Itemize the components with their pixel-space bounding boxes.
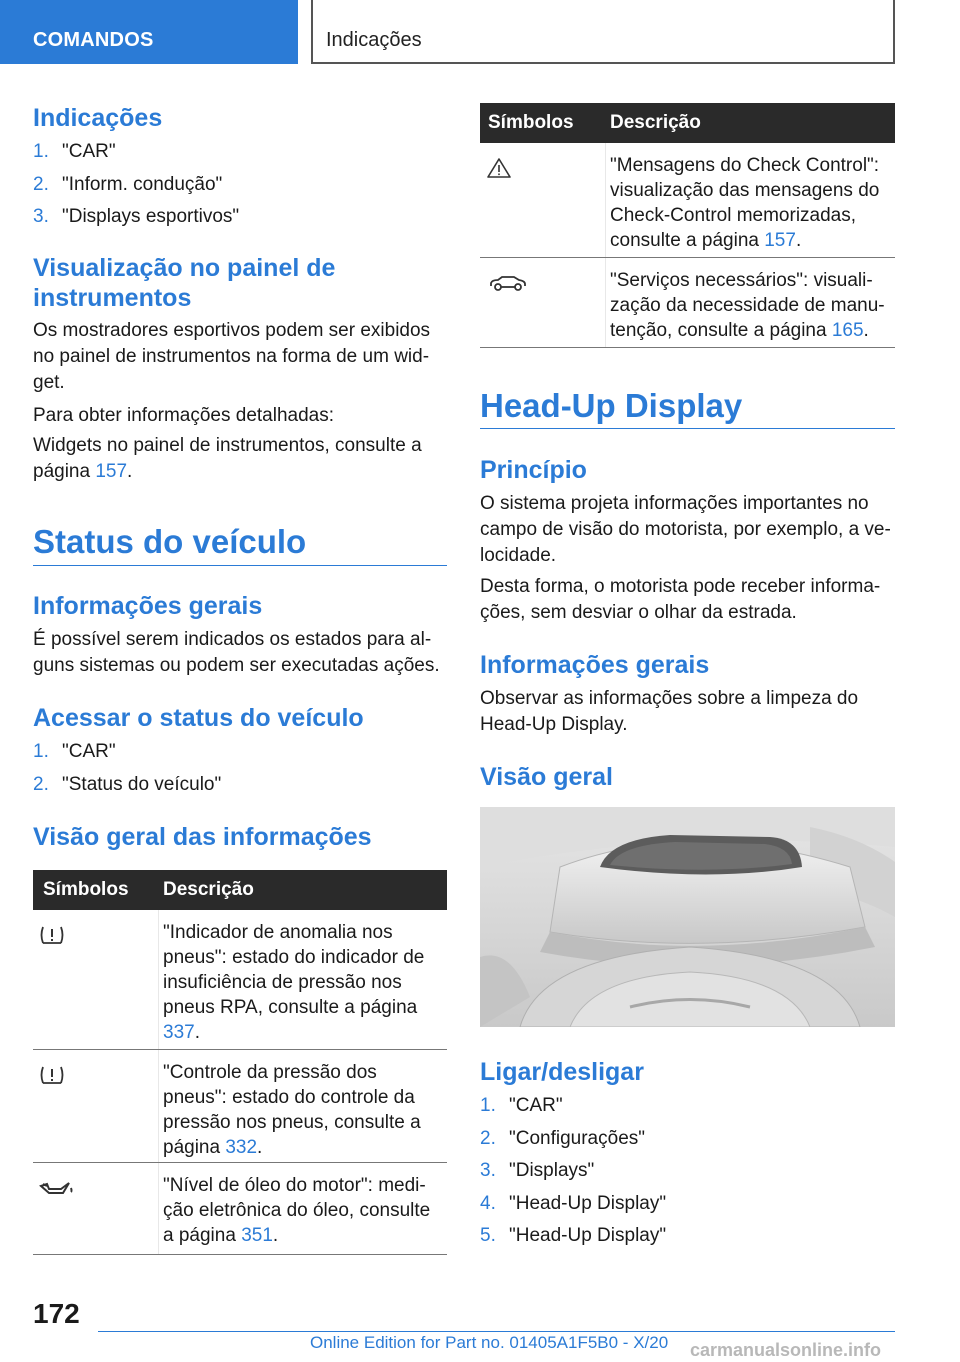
engine-oil-icon bbox=[39, 1177, 75, 1199]
row-description: "Nível de óleo do motor": medi- ção eletrônica do óleo, consulte a página 351. bbox=[163, 1175, 431, 1246]
row-description: "Mensagens do Check Control": visualização das mensagens do Check-Control memorizadas, consulte a página 157. bbox=[610, 155, 880, 251]
heading-principio: Princípio bbox=[480, 456, 587, 484]
row-description: "Indicador de anomalia nos pneus": estado do indicador de insuficiência de pressão nos pneus RPA, consulte a página 337. bbox=[163, 922, 425, 1043]
chapter-tab bbox=[311, 0, 895, 64]
table-row bbox=[33, 910, 447, 1050]
paragraph-visualizacao: Os mostradores esportivos podem ser exibidos no painel de instrumentos na forma de um wid- get. bbox=[33, 320, 431, 393]
symbols-table-right bbox=[480, 103, 895, 348]
heading-visao-geral-informacoes: Visão geral das informações bbox=[33, 823, 372, 851]
heading-informacoes-gerais-hud: Informações gerais bbox=[480, 651, 710, 679]
row-description: "Controle da pressão dos pneus": estado do controle da pressão nos pneus, consulte a página 332. bbox=[163, 1062, 421, 1158]
heading-head-up-display: Head-Up Display bbox=[480, 387, 743, 424]
page-link[interactable]: 351 bbox=[241, 1225, 273, 1246]
paragraph-principio: O sistema projeta informações importantes no campo de visão do motorista, por exemplo, a ve- locidade. bbox=[480, 493, 891, 566]
page-link[interactable]: 337 bbox=[163, 1022, 195, 1043]
tire-pressure-control-icon bbox=[39, 1064, 65, 1086]
table-header: Símbolos Descrição bbox=[480, 103, 895, 143]
heading-visao-geral: Visão geral bbox=[480, 763, 613, 791]
section-tab bbox=[0, 0, 298, 64]
table-row bbox=[33, 1163, 447, 1255]
page-number: 172 bbox=[33, 1298, 80, 1329]
paragraph-principio-2: Desta forma, o motorista pode receber informa- ções, sem desviar o olhar da estrada. bbox=[480, 576, 881, 623]
divider bbox=[33, 565, 447, 566]
heading-status-veiculo: Status do veículo bbox=[33, 523, 307, 560]
paragraph-detalhes: Para obter informações detalhadas: bbox=[33, 405, 335, 426]
edition-text: Online Edition for Part no. 01405A1F5B0 - X/20 bbox=[310, 1333, 669, 1352]
chapter-label: Indicações bbox=[326, 29, 422, 51]
head-up-display-photo bbox=[480, 807, 895, 1027]
row-description: "Serviços necessários": visuali- zação da necessidade de manu- tenção, consulte a página 165. bbox=[610, 270, 885, 341]
paragraph-informacoes: É possível serem indicados os estados para al- guns sistemas ou podem ser executadas ações. bbox=[33, 629, 440, 676]
heading-indicacoes: Indicações bbox=[33, 104, 163, 132]
table-row bbox=[480, 143, 895, 258]
divider bbox=[480, 428, 895, 429]
page-link[interactable]: 157 bbox=[764, 230, 796, 251]
heading-visualizacao-l1: Visualização no painel de bbox=[33, 254, 336, 282]
heading-visualizacao-l2: instrumentos bbox=[33, 284, 192, 312]
paragraph-widgets: Widgets no painel de instrumentos, consulte a página 157. bbox=[33, 435, 422, 482]
page-link[interactable]: 165 bbox=[831, 320, 864, 341]
table-row bbox=[33, 1050, 447, 1163]
section-label: COMANDOS bbox=[33, 29, 154, 51]
table-row bbox=[480, 258, 895, 348]
service-car-icon bbox=[488, 272, 528, 294]
page-link[interactable]: 332 bbox=[225, 1137, 258, 1158]
tire-pressure-warning-icon bbox=[39, 924, 65, 946]
paragraph-informacoes-hud: Observar as informações sobre a limpeza do Head-Up Display. bbox=[480, 688, 859, 735]
page-link[interactable]: 157 bbox=[95, 461, 128, 482]
watermark: carmanualsonline.info bbox=[690, 1340, 882, 1360]
heading-acessar-status: Acessar o status do veículo bbox=[33, 704, 364, 732]
check-control-warning-icon bbox=[486, 157, 512, 179]
footer-divider bbox=[98, 1331, 895, 1332]
symbols-table-left bbox=[33, 870, 447, 1255]
heading-informacoes-gerais: Informações gerais bbox=[33, 592, 263, 620]
heading-ligar-desligar: Ligar/desligar bbox=[480, 1058, 644, 1086]
table-header: Símbolos Descrição bbox=[33, 870, 447, 910]
